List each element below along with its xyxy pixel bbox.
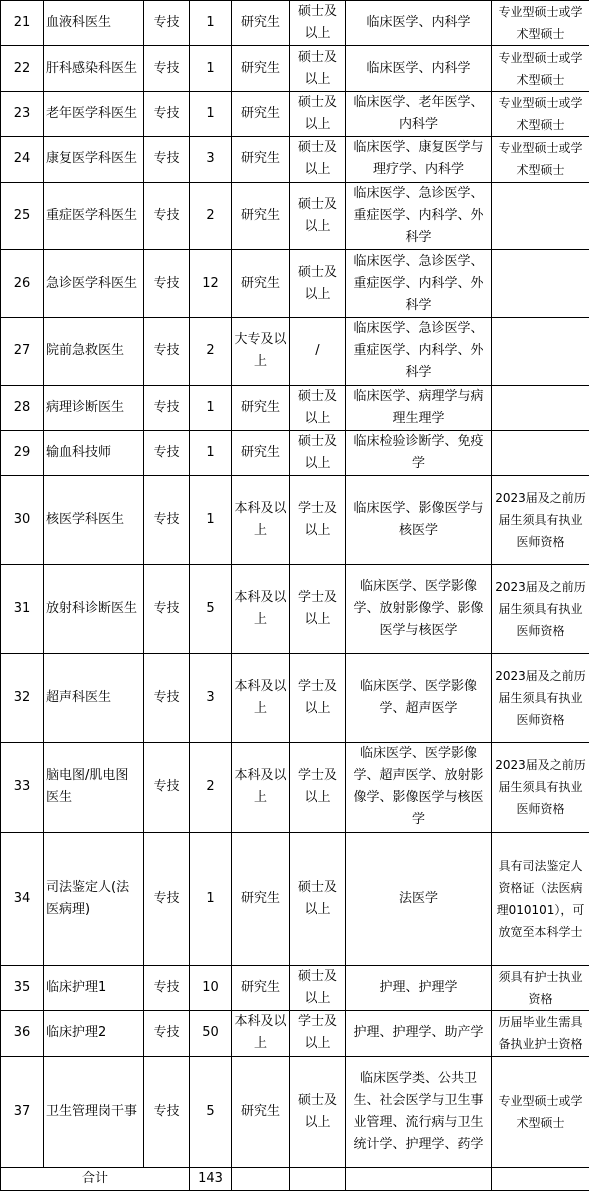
table-row xyxy=(1,1011,589,1056)
cell-count: 1 xyxy=(190,430,232,475)
cell-count: 12 xyxy=(190,250,232,318)
cell-category: 专技 xyxy=(144,476,190,565)
cell-other: 专业型硕士或学术型硕士 xyxy=(492,46,589,91)
table-row xyxy=(1,476,589,565)
cell-position: 康复医学科医生 xyxy=(44,137,144,182)
table-row xyxy=(1,832,589,965)
cell-major: 临床医学、医学影像学、超声医学、放射影像学、影像医学与核医学 xyxy=(346,742,492,832)
cell-major: 临床医学、医学影像学、放射影像学、影像医学与核医学 xyxy=(346,565,492,654)
cell-category: 专技 xyxy=(144,430,190,475)
cell-degree: 硕士及以上 xyxy=(290,137,346,182)
cell-other xyxy=(492,250,589,318)
cell-education: 研究生 xyxy=(232,832,290,965)
total-empty-cell xyxy=(346,1167,492,1190)
table-row xyxy=(1,91,589,136)
table-row xyxy=(1,46,589,91)
cell-count: 1 xyxy=(190,832,232,965)
cell-category: 专技 xyxy=(144,137,190,182)
cell-position: 司法鉴定人(法医病理) xyxy=(44,832,144,965)
cell-degree: 硕士及以上 xyxy=(290,1,346,46)
cell-major: 临床医学、康复医学与理疗学、内科学 xyxy=(346,137,492,182)
cell-category: 专技 xyxy=(144,742,190,832)
cell-other: 专业型硕士或学术型硕士 xyxy=(492,91,589,136)
cell-no: 35 xyxy=(1,965,44,1010)
cell-no: 26 xyxy=(1,250,44,318)
cell-count: 2 xyxy=(190,317,232,385)
cell-other xyxy=(492,430,589,475)
cell-no: 21 xyxy=(1,1,44,46)
cell-no: 27 xyxy=(1,317,44,385)
cell-position: 老年医学科医生 xyxy=(44,91,144,136)
cell-major: 临床医学、医学影像学、超声医学 xyxy=(346,653,492,742)
cell-degree: 硕士及以上 xyxy=(290,250,346,318)
cell-position: 脑电图/肌电图医生 xyxy=(44,742,144,832)
cell-degree: 硕士及以上 xyxy=(290,1056,346,1167)
cell-position: 重症医学科医生 xyxy=(44,182,144,250)
table-row xyxy=(1,182,589,250)
cell-major: 临床医学、老年医学、内科学 xyxy=(346,91,492,136)
cell-category: 专技 xyxy=(144,653,190,742)
cell-major: 临床医学、内科学 xyxy=(346,1,492,46)
cell-no: 33 xyxy=(1,742,44,832)
cell-education: 研究生 xyxy=(232,137,290,182)
cell-major: 临床医学、病理学与病理生理学 xyxy=(346,385,492,430)
cell-education: 研究生 xyxy=(232,91,290,136)
cell-education: 本科及以上 xyxy=(232,1011,290,1056)
cell-position: 肝科感染科医生 xyxy=(44,46,144,91)
cell-other: 2023届及之前历届生须具有执业医师资格 xyxy=(492,476,589,565)
cell-other xyxy=(492,317,589,385)
cell-count: 50 xyxy=(190,1011,232,1056)
cell-other: 2023届及之前历届生须具有执业医师资格 xyxy=(492,742,589,832)
cell-degree: 硕士及以上 xyxy=(290,182,346,250)
cell-category: 专技 xyxy=(144,1011,190,1056)
cell-education: 研究生 xyxy=(232,250,290,318)
cell-education: 本科及以上 xyxy=(232,653,290,742)
cell-count: 1 xyxy=(190,46,232,91)
cell-education: 本科及以上 xyxy=(232,476,290,565)
cell-no: 31 xyxy=(1,565,44,654)
cell-major: 临床医学、影像医学与核医学 xyxy=(346,476,492,565)
cell-education: 大专及以上 xyxy=(232,317,290,385)
cell-count: 1 xyxy=(190,91,232,136)
cell-other: 专业型硕士或学术型硕士 xyxy=(492,1056,589,1167)
cell-degree: 学士及以上 xyxy=(290,1011,346,1056)
cell-category: 专技 xyxy=(144,1,190,46)
cell-count: 1 xyxy=(190,385,232,430)
cell-position: 临床护理2 xyxy=(44,1011,144,1056)
cell-major: 护理、护理学、助产学 xyxy=(346,1011,492,1056)
table-row xyxy=(1,1,589,46)
cell-no: 28 xyxy=(1,385,44,430)
cell-count: 5 xyxy=(190,565,232,654)
table-row xyxy=(1,565,589,654)
cell-category: 专技 xyxy=(144,46,190,91)
cell-education: 研究生 xyxy=(232,1,290,46)
cell-major: 临床检验诊断学、免疫学 xyxy=(346,430,492,475)
cell-category: 专技 xyxy=(144,91,190,136)
cell-major: 临床医学、急诊医学、重症医学、内科学、外科学 xyxy=(346,182,492,250)
table-row xyxy=(1,430,589,475)
cell-position: 临床护理1 xyxy=(44,965,144,1010)
table-row xyxy=(1,653,589,742)
cell-other: 须具有护士执业资格 xyxy=(492,965,589,1010)
cell-category: 专技 xyxy=(144,1056,190,1167)
cell-position: 急诊医学科医生 xyxy=(44,250,144,318)
cell-education: 研究生 xyxy=(232,385,290,430)
cell-no: 25 xyxy=(1,182,44,250)
cell-degree: / xyxy=(290,317,346,385)
total-empty-cell xyxy=(492,1167,589,1190)
cell-count: 3 xyxy=(190,653,232,742)
cell-other: 具有司法鉴定人资格证（法医病理010101），可放宽至本科学士 xyxy=(492,832,589,965)
cell-degree: 硕士及以上 xyxy=(290,385,346,430)
cell-degree: 硕士及以上 xyxy=(290,832,346,965)
cell-no: 24 xyxy=(1,137,44,182)
cell-category: 专技 xyxy=(144,317,190,385)
cell-major: 临床医学、急诊医学、重症医学、内科学、外科学 xyxy=(346,250,492,318)
cell-degree: 学士及以上 xyxy=(290,476,346,565)
cell-no: 37 xyxy=(1,1056,44,1167)
cell-category: 专技 xyxy=(144,182,190,250)
table-row xyxy=(1,742,589,832)
cell-major: 护理、护理学 xyxy=(346,965,492,1010)
total-empty-cell xyxy=(232,1167,290,1190)
cell-other: 专业型硕士或学术型硕士 xyxy=(492,137,589,182)
table-row xyxy=(1,317,589,385)
cell-no: 30 xyxy=(1,476,44,565)
cell-other: 2023届及之前历届生须具有执业医师资格 xyxy=(492,565,589,654)
cell-no: 36 xyxy=(1,1011,44,1056)
cell-major: 临床医学、急诊医学、重症医学、内科学、外科学 xyxy=(346,317,492,385)
cell-degree: 硕士及以上 xyxy=(290,430,346,475)
table-body xyxy=(1,1,589,1191)
table-row xyxy=(1,250,589,318)
cell-other: 2023届及之前历届生须具有执业医师资格 xyxy=(492,653,589,742)
cell-category: 专技 xyxy=(144,832,190,965)
total-row xyxy=(1,1167,589,1190)
cell-position: 放射科诊断医生 xyxy=(44,565,144,654)
cell-education: 研究生 xyxy=(232,965,290,1010)
cell-category: 专技 xyxy=(144,250,190,318)
cell-education: 本科及以上 xyxy=(232,565,290,654)
cell-count: 3 xyxy=(190,137,232,182)
cell-position: 输血科技师 xyxy=(44,430,144,475)
cell-degree: 学士及以上 xyxy=(290,742,346,832)
table-row xyxy=(1,385,589,430)
cell-category: 专技 xyxy=(144,565,190,654)
cell-major: 临床医学、内科学 xyxy=(346,46,492,91)
cell-other: 历届毕业生需具备执业护士资格 xyxy=(492,1011,589,1056)
cell-count: 5 xyxy=(190,1056,232,1167)
cell-position: 核医学科医生 xyxy=(44,476,144,565)
table-row xyxy=(1,965,589,1010)
cell-education: 研究生 xyxy=(232,182,290,250)
cell-count: 2 xyxy=(190,182,232,250)
cell-education: 研究生 xyxy=(232,46,290,91)
cell-other xyxy=(492,385,589,430)
cell-no: 29 xyxy=(1,430,44,475)
cell-degree: 学士及以上 xyxy=(290,565,346,654)
total-label: 合计 xyxy=(1,1167,190,1190)
cell-position: 血液科医生 xyxy=(44,1,144,46)
cell-category: 专技 xyxy=(144,385,190,430)
cell-category: 专技 xyxy=(144,965,190,1010)
cell-other: 专业型硕士或学术型硕士 xyxy=(492,1,589,46)
total-count: 143 xyxy=(190,1167,232,1190)
cell-education: 研究生 xyxy=(232,430,290,475)
cell-education: 本科及以上 xyxy=(232,742,290,832)
table-row xyxy=(1,137,589,182)
cell-degree: 硕士及以上 xyxy=(290,965,346,1010)
cell-education: 研究生 xyxy=(232,1056,290,1167)
cell-no: 34 xyxy=(1,832,44,965)
cell-position: 病理诊断医生 xyxy=(44,385,144,430)
cell-count: 10 xyxy=(190,965,232,1010)
cell-position: 卫生管理岗干事 xyxy=(44,1056,144,1167)
cell-count: 1 xyxy=(190,476,232,565)
cell-count: 1 xyxy=(190,1,232,46)
table-row xyxy=(1,1056,589,1167)
cell-no: 22 xyxy=(1,46,44,91)
cell-count: 2 xyxy=(190,742,232,832)
cell-no: 23 xyxy=(1,91,44,136)
cell-degree: 硕士及以上 xyxy=(290,91,346,136)
cell-major: 临床医学类、公共卫生、社会医学与卫生事业管理、流行病与卫生统计学、护理学、药学 xyxy=(346,1056,492,1167)
cell-position: 院前急救医生 xyxy=(44,317,144,385)
cell-no: 32 xyxy=(1,653,44,742)
total-empty-cell xyxy=(290,1167,346,1190)
cell-other xyxy=(492,182,589,250)
cell-position: 超声科医生 xyxy=(44,653,144,742)
cell-degree: 硕士及以上 xyxy=(290,46,346,91)
cell-degree: 学士及以上 xyxy=(290,653,346,742)
cell-major: 法医学 xyxy=(346,832,492,965)
